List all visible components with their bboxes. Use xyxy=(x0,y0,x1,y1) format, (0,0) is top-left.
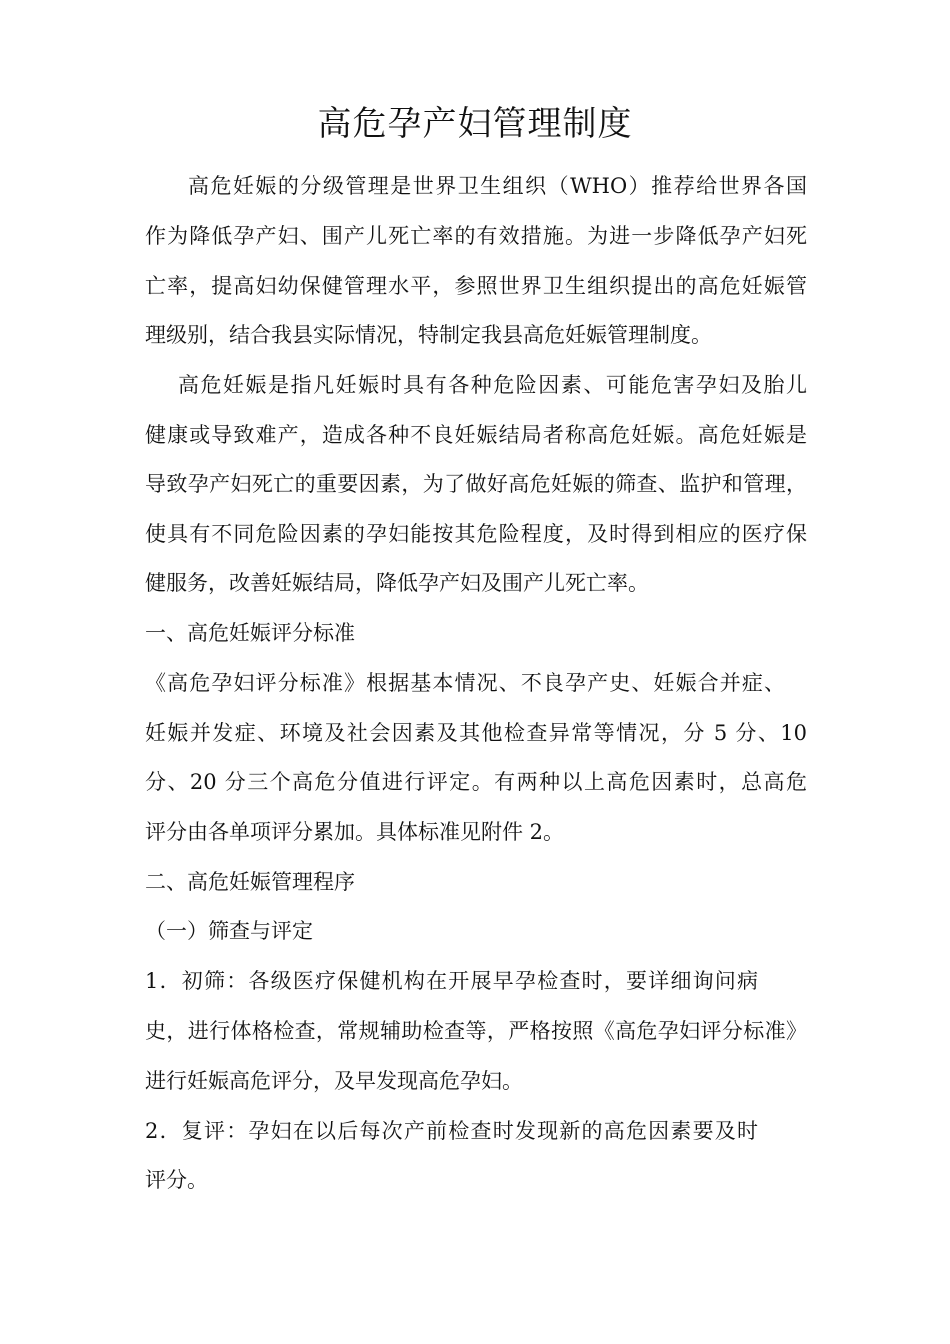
paragraph-line: 导致孕产妇死亡的重要因素，为了做好高危妊娠的筛查、监护和管理， xyxy=(145,472,807,496)
paragraph-line: 健服务，改善妊娠结局，降低孕产妇及围产儿死亡率。 xyxy=(145,571,649,595)
subsection-heading: （一）筛查与评定 xyxy=(145,919,313,943)
paragraph-line: 2．复评：孕妇在以后每次产前检查时发现新的高危因素要及时 xyxy=(145,1119,758,1143)
paragraph-line: 高危妊娠是指凡妊娠时具有各种危险因素、可能危害孕妇及胎儿 xyxy=(178,373,807,397)
paragraph-line: 1．初筛：各级医疗保健机构在开展早孕检查时，要详细询问病 xyxy=(145,969,758,993)
paragraph-line: 进行妊娠高危评分，及早发现高危孕妇。 xyxy=(145,1069,523,1093)
section-heading: 一、高危妊娠评分标准 xyxy=(145,621,355,645)
paragraph-line: 使具有不同危险因素的孕妇能按其危险程度，及时得到相应的医疗保 xyxy=(145,522,807,546)
paragraph-line: 理级别，结合我县实际情况，特制定我县高危妊娠管理制度。 xyxy=(145,323,712,347)
paragraph-line: 作为降低孕产妇、围产儿死亡率的有效措施。为进一步降低孕产妇死 xyxy=(145,224,807,248)
paragraph-line: 评分。 xyxy=(145,1168,208,1192)
paragraph-line: 亡率，提高妇幼保健管理水平，参照世界卫生组织提出的高危妊娠管 xyxy=(145,274,807,298)
paragraph-line: 高危妊娠的分级管理是世界卫生组织（WHO）推荐给世界各国 xyxy=(188,174,807,198)
section-heading: 二、高危妊娠管理程序 xyxy=(145,870,355,894)
paragraph-line: 评分由各单项评分累加。具体标准见附件 2。 xyxy=(145,820,565,844)
paragraph-line: 妊娠并发症、环境及社会因素及其他检查异常等情况，分 5 分、10 xyxy=(145,721,807,745)
document-title: 高危孕产妇管理制度 xyxy=(317,104,633,144)
paragraph-line: 健康或导致难产，造成各种不良妊娠结局者称高危妊娠。高危妊娠是 xyxy=(145,423,807,447)
paragraph-line: 《高危孕妇评分标准》根据基本情况、不良孕产史、妊娠合并症、 xyxy=(145,671,785,695)
paragraph-line: 史，进行体格检查，常规辅助检查等，严格按照《高危孕妇评分标准》 xyxy=(145,1019,807,1043)
paragraph-line: 分、20 分三个高危分值进行评定。有两种以上高危因素时，总高危 xyxy=(145,770,807,794)
